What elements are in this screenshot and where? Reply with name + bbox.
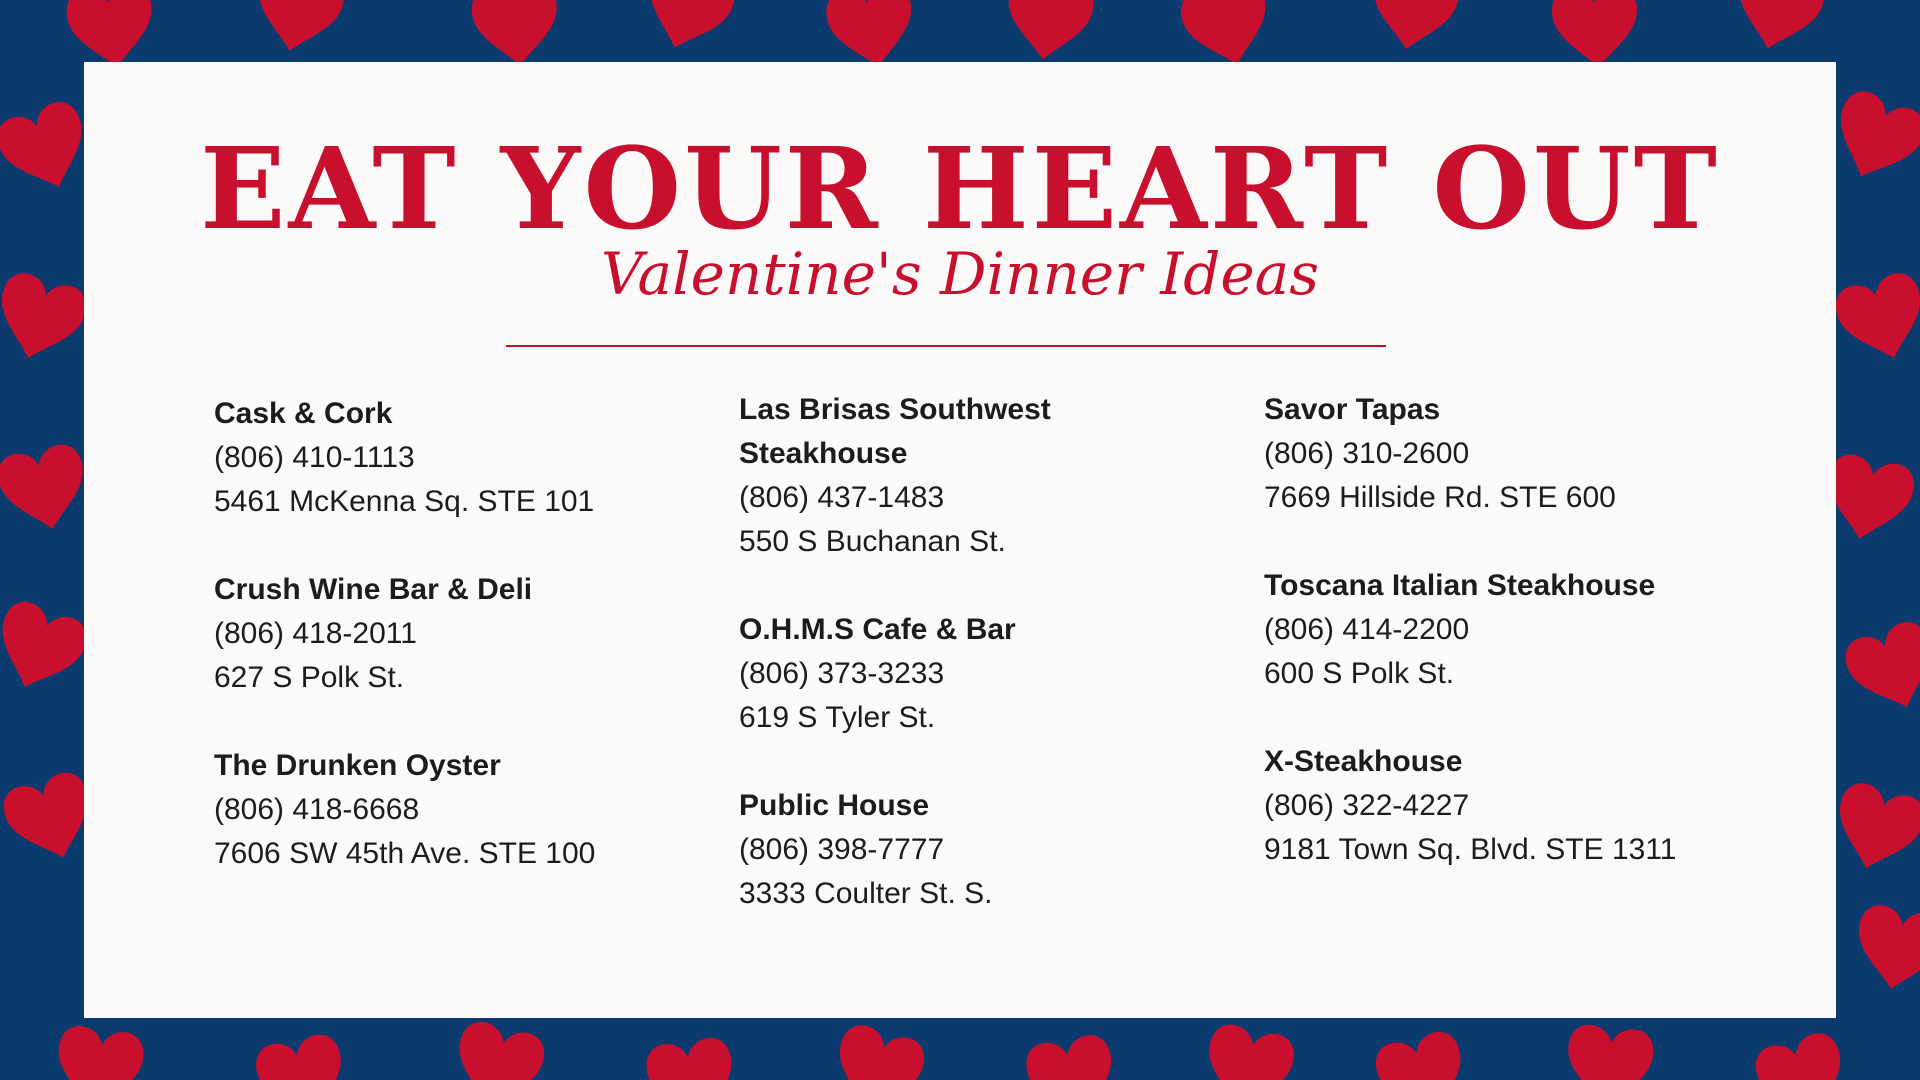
restaurant-name: Cask & Cork	[214, 397, 393, 430]
heart-icon	[1822, 85, 1920, 192]
restaurant-name: O.H.M.S Cafe & Bar	[739, 613, 1016, 646]
heart-icon	[1831, 268, 1920, 369]
heart-icon	[0, 441, 94, 538]
restaurant-phone: (806) 418-2011	[214, 617, 417, 650]
restaurant-list-card	[84, 62, 1836, 1018]
restaurant-column-2	[739, 388, 1239, 960]
heart-icon	[1751, 1028, 1855, 1080]
restaurant-address: 619 S Tyler St.	[739, 701, 936, 734]
heart-icon	[644, 1035, 739, 1080]
heart-icon	[1727, 0, 1829, 59]
restaurant-phone: (806) 398-7777	[739, 833, 945, 866]
restaurant-entry	[214, 568, 714, 700]
title-divider	[506, 345, 1386, 347]
restaurant-phone: (806) 418-6668	[214, 793, 420, 826]
heart-icon	[1198, 1021, 1298, 1080]
restaurant-phone: (806) 310-2600	[1264, 437, 1470, 470]
heart-icon	[825, 1020, 929, 1080]
restaurant-phone: (806) 373-3233	[739, 657, 945, 690]
restaurant-name: Savor Tapas	[1264, 393, 1441, 426]
heart-icon	[634, 0, 740, 61]
heart-icon	[0, 596, 93, 701]
heart-icon	[248, 0, 348, 60]
page-title: EAT YOUR HEART OUT	[200, 124, 1720, 255]
heart-icon	[1550, 0, 1640, 71]
restaurant-entry	[214, 744, 714, 876]
heart-icon	[1364, 0, 1462, 57]
restaurant-address: 3333 Coulter St. S.	[739, 877, 993, 910]
restaurant-address: 7606 SW 45th Ave. STE 100	[214, 837, 596, 870]
heart-icon	[1849, 902, 1920, 997]
heart-icon	[1839, 616, 1920, 721]
restaurant-name: Las Brisas Southwest Steakhouse	[739, 393, 1051, 470]
heart-icon	[469, 0, 562, 70]
restaurant-name: X-Steakhouse	[1264, 745, 1463, 778]
heart-icon	[1371, 1028, 1473, 1080]
restaurant-address: 600 S Polk St.	[1264, 657, 1455, 690]
heart-icon	[1023, 1032, 1121, 1080]
restaurant-entry	[1264, 388, 1764, 520]
heart-icon	[1825, 778, 1920, 879]
restaurant-entry	[739, 784, 1239, 916]
restaurant-phone: (806) 410-1113	[214, 441, 415, 474]
restaurant-address: 9181 Town Sq. Blvd. STE 1311	[1264, 833, 1677, 866]
page-subtitle: Valentine's Dinner Ideas	[600, 240, 1319, 308]
restaurant-name: Public House	[739, 789, 930, 822]
restaurant-phone: (806) 437-1483	[739, 481, 945, 514]
restaurant-column-1	[214, 392, 714, 920]
restaurant-entry	[739, 388, 1239, 564]
heart-icon	[51, 1023, 146, 1080]
restaurant-phone: (806) 322-4227	[1264, 789, 1470, 822]
restaurant-name: Crush Wine Bar & Deli	[214, 573, 533, 606]
restaurant-name: The Drunken Oyster	[214, 749, 501, 782]
restaurant-address: 5461 McKenna Sq. STE 101	[214, 485, 595, 518]
heart-icon	[447, 1018, 549, 1080]
heart-icon	[1563, 1023, 1656, 1080]
restaurant-entry	[1264, 740, 1764, 872]
restaurant-entry	[1264, 564, 1764, 696]
restaurant-address: 550 S Buchanan St.	[739, 525, 1006, 558]
restaurant-address: 627 S Polk St.	[214, 661, 405, 694]
restaurant-entry	[214, 392, 714, 524]
restaurant-column-3	[1264, 388, 1764, 916]
restaurant-phone: (806) 414-2200	[1264, 613, 1470, 646]
restaurant-entry	[739, 608, 1239, 740]
heart-icon	[1001, 0, 1096, 65]
restaurant-name: Toscana Italian Steakhouse	[1264, 569, 1656, 602]
restaurant-address: 7669 Hillside Rd. STE 600	[1264, 481, 1616, 514]
heart-icon	[252, 1031, 352, 1080]
heart-icon	[0, 268, 91, 369]
